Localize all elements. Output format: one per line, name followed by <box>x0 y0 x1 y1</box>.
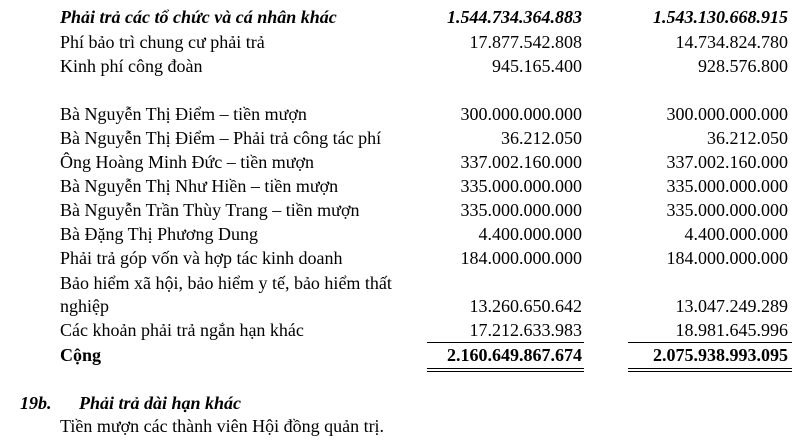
row-label-line2: nghiệp <box>60 296 109 316</box>
total-current-period: 2.160.649.867.674 <box>447 345 582 365</box>
value-prior-period: 36.212.050 <box>707 128 788 148</box>
table-row <box>0 246 800 270</box>
table-row-other-short-term <box>0 318 800 342</box>
total-row <box>0 343 800 367</box>
table-row-insurance-cont <box>0 294 800 318</box>
total-label: Cộng <box>60 345 102 365</box>
total-prior-period: 2.075.938.993.095 <box>653 345 788 365</box>
row-label-line1: Bảo hiểm xã hội, bảo hiểm y tế, bảo hiểm thất <box>60 273 392 293</box>
total-double-rule-prior <box>628 368 792 372</box>
value-prior-period: 928.576.800 <box>698 56 788 76</box>
row-label: Bà Nguyễn Thị Điểm – tiền mượn <box>60 104 307 124</box>
table-row-insurance <box>0 271 800 295</box>
row-label: Kinh phí công đoàn <box>60 56 203 76</box>
table-row <box>0 126 800 150</box>
row-label: Bà Nguyễn Thị Điểm – Phải trả công tác phí <box>60 128 382 148</box>
value-prior-period: 335.000.000.000 <box>666 176 788 196</box>
section-title: Phải trả dài hạn khác <box>79 393 242 413</box>
value-prior-period: 1.543.130.668.915 <box>653 7 788 27</box>
row-label: Bà Nguyễn Trần Thùy Trang – tiền mượn <box>60 200 360 220</box>
row-label: Ông Hoàng Minh Đức – tiền mượn <box>60 152 315 172</box>
table-row <box>0 30 800 54</box>
section-number: 19b. <box>20 393 52 413</box>
row-label: Các khoản phải trả ngắn hạn khác <box>60 320 304 340</box>
table-row <box>0 54 800 78</box>
table-row <box>0 150 800 174</box>
header-row-other-payables <box>0 5 800 29</box>
value-current-period: 17.877.542.808 <box>469 32 582 52</box>
row-label: Phí bảo trì chung cư phải trả <box>60 32 265 52</box>
row-label: Phải trả các tổ chức và cá nhân khác <box>60 7 337 27</box>
value-prior-period: 13.047.249.289 <box>675 296 788 316</box>
table-row <box>0 222 800 246</box>
row-label: Bà Nguyễn Thị Như Hiền – tiền mượn <box>60 176 339 196</box>
value-current-period: 17.212.633.983 <box>469 320 582 340</box>
section-heading-19b <box>20 391 242 415</box>
value-current-period: 335.000.000.000 <box>460 200 582 220</box>
value-prior-period: 337.002.160.000 <box>666 152 788 172</box>
value-current-period: 335.000.000.000 <box>460 176 582 196</box>
section-note: Tiền mượn các thành viên Hội đồng quản trị. <box>60 416 385 436</box>
table-row <box>0 198 800 222</box>
value-current-period: 1.544.734.364.883 <box>447 7 582 27</box>
value-current-period: 36.212.050 <box>501 128 582 148</box>
row-label: Bà Đặng Thị Phương Dung <box>60 224 258 244</box>
value-current-period: 184.000.000.000 <box>460 248 582 268</box>
value-current-period: 337.002.160.000 <box>460 152 582 172</box>
total-double-rule-current <box>427 368 584 372</box>
value-prior-period: 18.981.645.996 <box>675 320 788 340</box>
value-prior-period: 300.000.000.000 <box>666 104 788 124</box>
value-current-period: 13.260.650.642 <box>469 296 582 316</box>
value-prior-period: 184.000.000.000 <box>666 248 788 268</box>
value-prior-period: 4.400.000.000 <box>684 224 788 244</box>
value-prior-period: 335.000.000.000 <box>666 200 788 220</box>
table-row <box>0 102 800 126</box>
table-row <box>0 174 800 198</box>
row-label: Phải trả góp vốn và hợp tác kinh doanh <box>60 248 343 268</box>
value-current-period: 4.400.000.000 <box>478 224 582 244</box>
value-current-period: 300.000.000.000 <box>460 104 582 124</box>
value-current-period: 945.165.400 <box>492 56 582 76</box>
value-prior-period: 14.734.824.780 <box>675 32 788 52</box>
